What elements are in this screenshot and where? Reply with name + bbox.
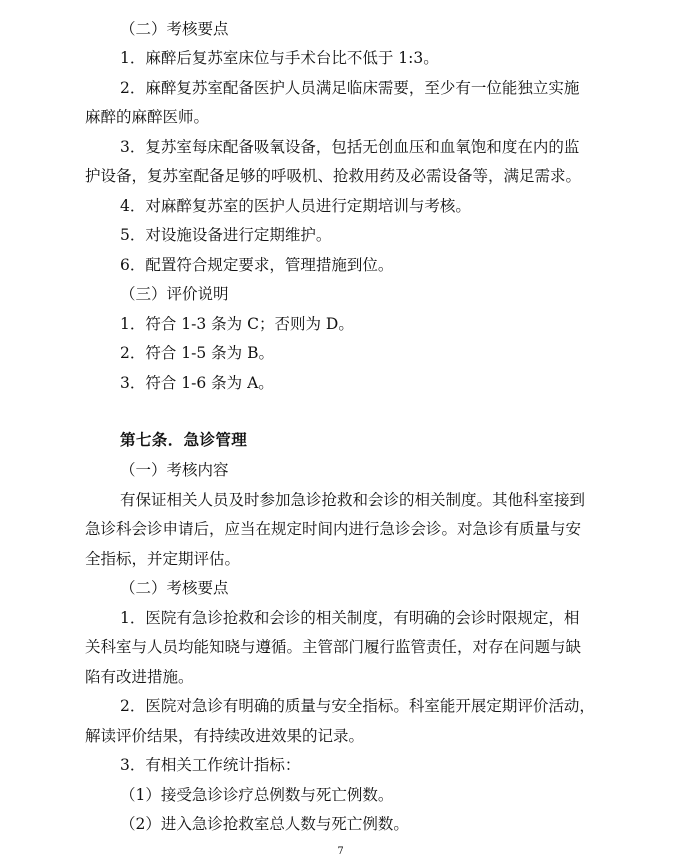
list-item: 1．医院有急诊抢救和会诊的相关制度，有明确的会诊时限规定，相	[120, 609, 580, 627]
list-item: 2．符合 1-5 条为 B。	[120, 344, 274, 362]
section-heading: （二）考核要点	[120, 20, 229, 38]
paragraph-line: 麻醉的麻醉医师。	[85, 108, 210, 126]
paragraph-line: 急诊科会诊申请后，应当在规定时间内进行急诊会诊。对急诊有质量与安	[85, 520, 582, 538]
article-title: 第七条．急诊管理	[120, 430, 248, 449]
list-item: 3．复苏室每床配备吸氧设备，包括无创血压和血氧饱和度在内的监	[120, 138, 580, 156]
section-heading: （三）评价说明	[120, 285, 229, 303]
list-item: 2．麻醉复苏室配备医护人员满足临床需要，至少有一位能独立实施	[120, 79, 580, 97]
list-item: 5．对设施设备进行定期维护。	[120, 226, 332, 244]
section-heading: （二）考核要点	[120, 579, 229, 597]
paragraph-line: 陷有改进措施。	[85, 668, 194, 686]
list-item: 3．符合 1-6 条为 A。	[120, 374, 274, 392]
list-item: 1．麻醉后复苏室床位与手术台比不低于 1:3。	[120, 49, 439, 67]
paragraph-line: 护设备，复苏室配备足够的呼吸机、抢救用药及必需设备等，满足需求。	[85, 167, 582, 185]
paragraph-line: 解读评价结果，有持续改进效果的记录。	[85, 727, 365, 745]
sub-list-item: （2）进入急诊抢救室总人数与死亡例数。	[120, 815, 409, 833]
list-item: 4．对麻醉复苏室的医护人员进行定期培训与考核。	[120, 197, 471, 215]
paragraph-line: 有保证相关人员及时参加急诊抢救和会诊的相关制度。其他科室接到	[120, 491, 586, 509]
paragraph-line: 关科室与人员均能知晓与遵循。主管部门履行监管责任，对存在问题与缺	[85, 638, 582, 656]
list-item: 6．配置符合规定要求，管理措施到位。	[120, 256, 394, 274]
list-item: 1．符合 1-3 条为 C；否则为 D。	[120, 315, 354, 333]
page-number: 7	[337, 846, 344, 857]
list-item: 2．医院对急诊有明确的质量与安全指标。科室能开展定期评价活动，	[120, 697, 595, 715]
section-heading: （一）考核内容	[120, 461, 229, 479]
list-item: 3．有相关工作统计指标：	[120, 756, 301, 774]
sub-list-item: （1）接受急诊诊疗总例数与死亡例数。	[120, 786, 394, 804]
paragraph-line: 全指标，并定期评估。	[85, 550, 241, 568]
